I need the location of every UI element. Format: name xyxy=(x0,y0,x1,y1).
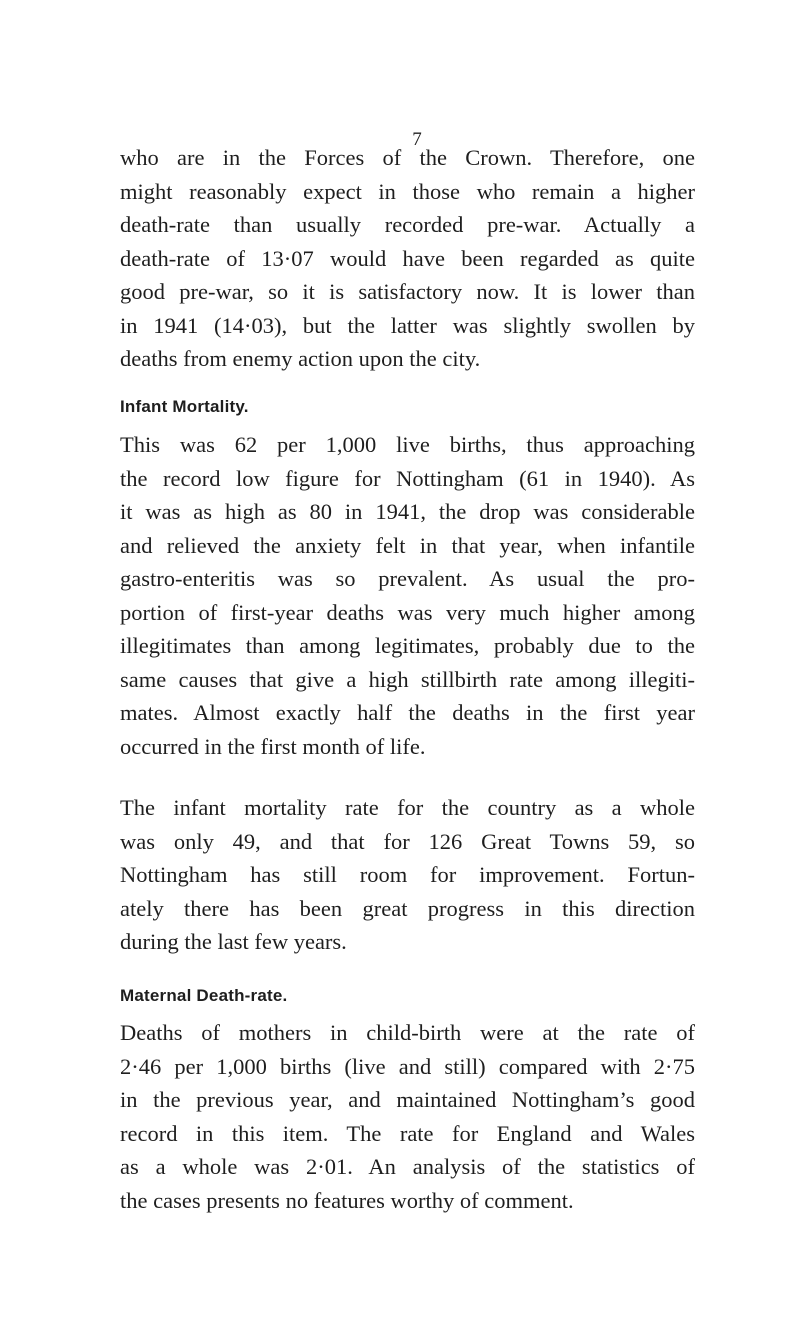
text-line: 2·46 per 1,000 births (live and still) compared with 2·75 xyxy=(120,1053,695,1079)
maternal-death-rate-heading: Maternal Death-rate. xyxy=(120,986,288,1005)
text-line: might reasonably expect in those who remain a higher xyxy=(120,178,695,204)
text-line: gastro-enteritis was so prevalent. As usual the pro- xyxy=(120,566,695,591)
text-line: The infant mortality rate for the country as a whole xyxy=(120,795,695,820)
text-line: Nottingham has still room for improvement. Fortun- xyxy=(120,862,695,887)
text-line: the cases presents no features worthy of comment. xyxy=(120,1187,574,1213)
text-line: This was 62 per 1,000 live births, thus approaching xyxy=(120,432,695,457)
infant-mortality-paragraph-1 xyxy=(120,428,695,763)
text-line: who are in the Forces of the Crown. Therefore, one xyxy=(120,145,695,170)
text-line: in the previous year, and maintained Nottingham’s good xyxy=(120,1087,695,1112)
page-number: 7 xyxy=(412,129,422,150)
text-line: ately there has been great progress in this direction xyxy=(120,895,695,921)
text-line: during the last few years. xyxy=(120,929,347,954)
text-line: the record low figure for Nottingham (61 in 1940). As xyxy=(120,465,695,491)
text-line: death-rate of 13·07 would have been regarded as quite xyxy=(120,245,695,271)
text-line: record in this item. The rate for England and Wales xyxy=(120,1120,695,1146)
text-line: it was as high as 80 in 1941, the drop was considerable xyxy=(120,499,695,524)
infant-mortality-heading: Infant Mortality. xyxy=(120,397,249,416)
text-line: mates. Almost exactly half the deaths in the first year xyxy=(120,700,695,725)
infant-mortality-paragraph-2 xyxy=(120,791,695,959)
maternal-death-rate-paragraph xyxy=(120,1016,695,1217)
text-line: as a whole was 2·01. An analysis of the statistics of xyxy=(120,1154,695,1179)
text-line: Deaths of mothers in child-birth were at the rate of xyxy=(120,1020,695,1045)
text-line: was only 49, and that for 126 Great Towns 59, so xyxy=(120,828,695,854)
intro-paragraph xyxy=(120,141,695,376)
text-line: deaths from enemy action upon the city. xyxy=(120,346,481,371)
text-line: occurred in the first month of life. xyxy=(120,733,426,759)
text-line: good pre-war, so it is satisfactory now. It is lower than xyxy=(120,279,695,304)
text-line: illegitimates than among legitimates, probably due to the xyxy=(120,633,695,658)
text-line: and relieved the anxiety felt in that year, when infantile xyxy=(120,532,695,558)
text-line: same causes that give a high stillbirth rate among illegiti- xyxy=(120,666,695,692)
text-line: in 1941 (14·03), but the latter was slightly swollen by xyxy=(120,312,695,338)
text-line: portion of first-year deaths was very much higher among xyxy=(120,599,695,625)
text-line: death-rate than usually recorded pre-war. Actually a xyxy=(120,212,695,237)
